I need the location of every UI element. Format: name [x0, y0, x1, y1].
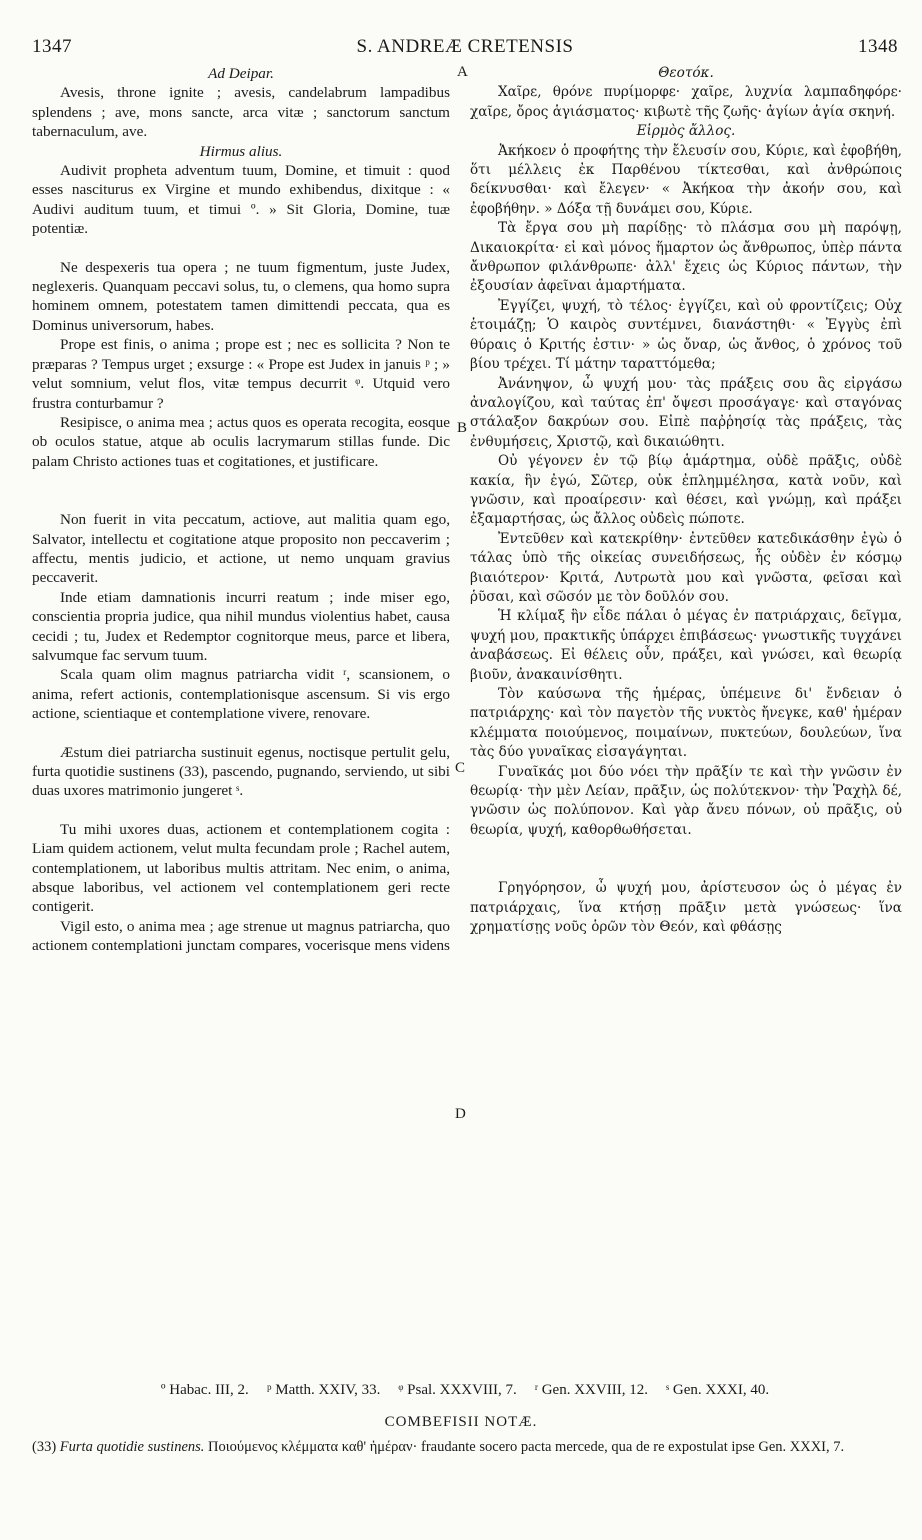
running-header: [32, 36, 898, 62]
greek-paragraph: Τὰ ἔργα σου μὴ παρίδῃς· τὸ πλάσμα σου μὴ παρόψῃ, Δικαιοκρίτα· εἰ καὶ μόνος ἥμαρτον ὡς ἄνθρωπος, ὑπὲρ πάντα ἄνθρωπον φιλάνθρωπε· ἀλλ' ἔχεις ὡς Κύριος πάντων, τὴν ἐξουσίαν ἀφεῖναι ἁμαρτήματα.: [470, 220, 902, 295]
greek-paragraph: Ἡ κλίμαξ ἣν εἶδε πάλαι ὁ μέγας ἐν πατριάρχαις, δεῖγμα, ψυχή μου, πρακτικῆς ὑπάρχει ἐπιβάσεως· γνωστικῆς τυγχάνει ἀναβάσεως. Εἰ θέλεις οὖν, πράξει, καὶ γνώσει, καὶ θεωρίᾳ βιοῦν, ἀνακαινίσθητι.: [470, 608, 902, 683]
footnote: ˢ Gen. XXXI, 40.: [665, 1382, 770, 1398]
running-title: S. ANDREÆ CRETENSIS: [356, 36, 574, 57]
greek-paragraph: Γρηγόρησον, ὦ ψυχή μου, ἀρίστευσον ὡς ὁ μέγας ἐν πατριάρχαις, ἵνα κτήσῃ πρᾶξιν μετὰ γνώσεως· ἵνα χρηματίσῃς νοῦς ὁρῶν τὸν Θεόν, καὶ φθάσῃς: [470, 880, 902, 936]
footnote: ᵠ Psal. XXXVIII, 7.: [398, 1382, 517, 1398]
section-marker-d: D: [455, 1106, 466, 1122]
note-greek: Ποιούμενος κλέμματα καθ' ἡμέραν·: [208, 1439, 418, 1455]
greek-paragraph: Τὸν καύσωνα τῆς ἡμέρας, ὑπέμεινε δι' ἔνδειαν ὁ πατριάρχης· καὶ τὸν παγετὸν τῆς νυκτὸς ἤνεγκε, καθ' ἡμέραν κλέμματα ποιούμενος, ποιμαίνων, πυκτεύων, δουλεύων, ἵνα τὰς δύο γυναῖκας εἰσαγάγηται.: [470, 686, 902, 761]
latin-paragraph: Æstum diei patriarcha sustinuit egenus, noctisque pertulit gelu, furta quotidie sustinens (33), pascendo, pugnando, serviendo, ut sibi duas uxores matrimonio jungeret ˢ.: [32, 743, 450, 800]
footnotes: [32, 1382, 898, 1399]
greek-paragraph: Οὐ γέγονεν ἐν τῷ βίῳ ἁμάρτημα, οὐδὲ πρᾶξις, οὐδὲ κακία, ἣν ἐγώ, Σῶτερ, οὐκ ἐπλημμέλησα, κατὰ νοῦν, καὶ γνῶσιν, καὶ προαίρεσιν· καὶ θέσει, καὶ γνώμῃ, καὶ πράξει ἐξαμαρτήσας, ὡς ἄλλος οὐδεὶς πώποτε.: [470, 453, 902, 528]
greek-paragraph: Ἐγγίζει, ψυχή, τὸ τέλος· ἐγγίζει, καὶ οὐ φροντίζεις; Οὐχ ἑτοιμάζῃ; Ὁ καιρὸς συντέμνει, διανάστηθι· « Ἐγγὺς ἐπὶ θύραις ὁ Κριτής ἐστιν· » ὡς ὄναρ, ὡς ἄνθος, ὁ χρόνος τοῦ βίου τρέχει. Τί μάτην ταραττόμεθα;: [470, 297, 902, 373]
greek-spacer: [470, 840, 902, 879]
greek-heading: Θεοτόκ.: [658, 65, 714, 81]
latin-heading: Hirmus alius.: [199, 142, 283, 160]
latin-paragraph: Non fuerit in vita peccatum, actiove, aut malitia quam ego, Salvator, intellectu et cogitatione atque proposito non peccaverim ; affectu, mentis judicio, et actione, ut nemo unquam gravius peccaverit.: [32, 511, 450, 587]
greek-column: [470, 64, 902, 937]
latin-spacer: [32, 801, 450, 820]
greek-paragraph: Ἀνάνηψον, ὦ ψυχή μου· τὰς πράξεις σου ἃς εἰργάσω ἀναλογίζου, καὶ ταύτας ἐπ' ὄψεσι προσάγαγε· καὶ σταγόνας στάλαξον δακρύων σου. Εἰπὲ παῤῥησίᾳ τὰς πράξεις, τὰς ἐνθυμήσεις, Χριστῷ, καὶ δικαιώθητι.: [470, 375, 902, 450]
section-marker-a: A: [457, 64, 468, 80]
right-page-number: 1348: [858, 36, 898, 57]
greek-paragraph: Χαῖρε, θρόνε πυρίμορφε· χαῖρε, λυχνία λαμπαδηφόρε· χαῖρε, ὄρος ἁγιάσματος· κιβωτὲ τῆς ζωῆς· ἁγίων ἁγία σκηνή.: [470, 84, 902, 120]
footnote: ʳ Gen. XXVIII, 12.: [534, 1382, 648, 1398]
latin-paragraph: Inde etiam damnationis incurri reatum ; inde miser ego, conscientia propria judice, qua nihil mundus violentius habet, causa cecidi ; tu, Judex et Redemptor cognitorque meus, parce et libera, salvumque fac servum tuum.: [32, 588, 450, 664]
footnote: ᵖ Matth. XXIV, 33.: [266, 1382, 381, 1398]
latin-spacer: [32, 239, 450, 258]
latin-paragraph: Tu mihi uxores duas, actionem et contemplationem cogita : Liam quidem actionem, velut multa fecundam prole ; Rachel autem, contemplationem, ut laboribus multis attritam. Nec enim, o anima, absque laboribus, vel actionem vel contemplationem geri recte contigerit.: [32, 820, 450, 916]
latin-spacer: [32, 471, 450, 510]
greek-heading: Εἱρμὸς ἄλλος.: [636, 123, 736, 140]
note-text: fraudante socero pacta mercede, qua de re expostulat ipse Gen. XXXI, 7.: [421, 1439, 845, 1455]
greek-paragraph: Ἐντεῦθεν καὶ κατεκρίθην· ἐντεῦθεν κατεδικάσθην ἐγὼ ὁ τάλας ὑπὸ τῆς οἰκείας συνειδήσεως, ἧς οὐδὲν ἐν κόσμῳ βιαιότερον· Κριτά, Λυτρωτὰ μου καὶ γνῶστα, φεῖσαι καὶ ῥῦσαι, καὶ σῶσόν με τὸν δοῦλόν σου.: [470, 530, 902, 605]
latin-spacer: [32, 724, 450, 743]
note-ref: (33): [32, 1439, 57, 1455]
latin-paragraph: Audivit propheta adventum tuum, Domine, et timuit : quod esses nasciturus ex Virgine et mundo exhibendus, dixitque : « Audivi auditum tuum, et timui º. » Sit Gloria, Domine, tuæ potentiæ.: [32, 162, 450, 238]
footnote: º Habac. III, 2.: [160, 1382, 249, 1398]
latin-paragraph: Prope est finis, o anima ; prope est ; nec es sollicita ? Non te præparas ? Tempus urget ; exsurge : « Prope est Judex in januis ᵖ ; » velut somnium, velut flos, vitæ tempus decurrit ᵠ. Utquid vero frustra conturbamur ?: [32, 336, 450, 412]
notes-title: COMBEFISII NOTÆ.: [384, 1414, 538, 1430]
greek-paragraph: Γυναῖκάς μοι δύο νόει τὴν πρᾶξίν τε καὶ τὴν γνῶσιν ἐν θεωρίᾳ· τὴν μὲν Λείαν, πρᾶξιν, ὡς πολύτεκνον· τὴν Ῥαχὴλ δέ, γνῶσιν ὡς πολύπονον. Καὶ γὰρ ἄνευ πόνων, οὐ πρᾶξις, οὐ θεωρία, ψυχή, καθορθωθήσεται.: [470, 763, 902, 838]
latin-paragraph: Scala quam olim magnus patriarcha vidit ʳ, scansionem, o anima, refert actionis, contemplationisque ascensum. Si vis ergo actione, scientiaque et contemplatione vivere, renovare.: [32, 666, 450, 723]
section-marker-b: B: [457, 420, 468, 436]
greek-paragraph: Ἀκήκοεν ὁ προφήτης τὴν ἔλευσίν σου, Κύριε, καὶ ἐφοβήθη, ὅτι μέλλεις ἐκ Παρθένου τίκτεσθαι, καὶ ἀνθρώποις δείκνυσθαι· καὶ ἔλεγεν· « Ἀκήκοα τὴν ἀκοήν σου, καὶ ἐφοβήθην. » Δόξα τῇ δυνάμει σου, Κύριε.: [470, 142, 902, 217]
latin-column: [32, 64, 450, 956]
section-marker-c: C: [455, 760, 466, 776]
latin-paragraph: Vigil esto, o anima mea ; age strenue ut magnus patriarcha, quo actionem contemplationi junctam compares, vocerisque mens videns: [32, 917, 450, 955]
latin-heading: Ad Deipar.: [208, 65, 274, 82]
latin-paragraph: Ne despexeris tua opera ; ne tuum figmentum, juste Judex, neglexeris. Quanquam peccavi solus, tu, o clemens, qua homo supra hominem omnem, potestatem tamen dimittendi peccata, qua es Dominus universorum, habes.: [32, 258, 450, 334]
left-page-number: 1347: [32, 36, 72, 57]
notes-body: [32, 1438, 898, 1456]
latin-paragraph: Resipisce, o anima mea ; actus quos es operata recogita, eosque ob oculos statue, atque ab oculis lacrymarum stillas funde. Dic palam Christo actiones tuas et cogitationes, et justificare.: [32, 413, 450, 470]
note-lemma: Furta quotidie sustinens.: [59, 1439, 205, 1455]
latin-paragraph: Avesis, throne ignite ; avesis, candelabrum lampadibus splendens ; ave, mons sancte, arca vitæ ; sanctorum sanctum tabernaculum, ave.: [32, 84, 450, 141]
